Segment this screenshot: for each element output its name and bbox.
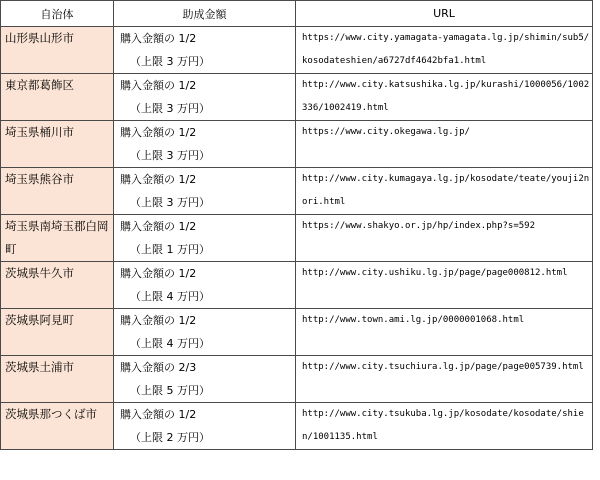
municipality-cell: 茨城県土浦市 [1,356,114,403]
municipality-cell: 埼玉県南埼玉郡白岡町 [1,215,114,262]
subsidy-cell [114,262,296,309]
subsidy-cap: （上限 3 万円） [130,149,210,162]
table-row [1,309,593,356]
subsidy-cap: （上限 5 万円） [130,384,210,397]
subsidy-cell [114,74,296,121]
subsidy-rate: 購入金額の 1/2 [120,126,197,139]
subsidy-cap: （上限 4 万円） [130,290,210,303]
url-cell[interactable]: http://www.city.tsuchiura.lg.jp/page/page005739.html [296,356,593,403]
subsidy-rate: 購入金額の 1/2 [120,314,197,327]
subsidy-rate: 購入金額の 1/2 [120,220,197,233]
table-row [1,74,593,121]
subsidy-rate: 購入金額の 1/2 [120,32,197,45]
header-url: URL [296,1,593,27]
table-row [1,356,593,403]
municipality-cell: 茨城県阿見町 [1,309,114,356]
subsidy-cap: （上限 4 万円） [130,337,210,350]
subsidy-rate: 購入金額の 1/2 [120,173,197,186]
table-row [1,403,593,450]
url-cell[interactable]: http://www.city.kumagaya.lg.jp/kosodate/teate/youji2nori.html [296,168,593,215]
subsidy-rate: 購入金額の 1/2 [120,408,197,421]
url-cell[interactable]: http://www.city.ushiku.lg.jp/page/page000812.html [296,262,593,309]
url-cell[interactable]: https://www.shakyo.or.jp/hp/index.php?s=592 [296,215,593,262]
header-subsidy: 助成金額 [114,1,296,27]
header-municipality: 自治体 [1,1,114,27]
subsidy-cell [114,168,296,215]
subsidy-rate: 購入金額の 1/2 [120,79,197,92]
url-cell[interactable]: https://www.city.yamagata-yamagata.lg.jp/shimin/sub5/kosodateshien/a6727df4642bfa1.html [296,27,593,74]
municipality-cell: 茨城県那つくば市 [1,403,114,450]
subsidy-cell [114,356,296,403]
subsidy-cap: （上限 1 万円） [130,243,210,256]
municipality-cell: 山形県山形市 [1,27,114,74]
table-row [1,27,593,74]
municipality-cell: 茨城県牛久市 [1,262,114,309]
subsidy-cap: （上限 2 万円） [130,431,210,444]
subsidy-cell [114,121,296,168]
table-row [1,121,593,168]
table-row [1,215,593,262]
municipality-cell: 埼玉県桶川市 [1,121,114,168]
municipality-cell: 東京都葛飾区 [1,74,114,121]
subsidy-rate: 購入金額の 1/2 [120,267,197,280]
subsidy-cell [114,27,296,74]
subsidy-cell [114,215,296,262]
subsidy-cap: （上限 3 万円） [130,102,210,115]
url-cell[interactable]: https://www.city.okegawa.lg.jp/ [296,121,593,168]
subsidy-cell [114,309,296,356]
url-cell[interactable]: http://www.town.ami.lg.jp/0000001068.html [296,309,593,356]
table-row [1,262,593,309]
url-cell[interactable]: http://www.city.katsushika.lg.jp/kurashi/1000056/1002336/1002419.html [296,74,593,121]
municipality-cell: 埼玉県熊谷市 [1,168,114,215]
subsidy-rate: 購入金額の 2/3 [120,361,197,374]
subsidy-cap: （上限 3 万円） [130,55,210,68]
header-row [1,1,593,27]
url-cell[interactable]: http://www.city.tsukuba.lg.jp/kosodate/kosodate/shien/1001135.html [296,403,593,450]
table-row [1,168,593,215]
subsidy-cap: （上限 3 万円） [130,196,210,209]
subsidy-cell [114,403,296,450]
